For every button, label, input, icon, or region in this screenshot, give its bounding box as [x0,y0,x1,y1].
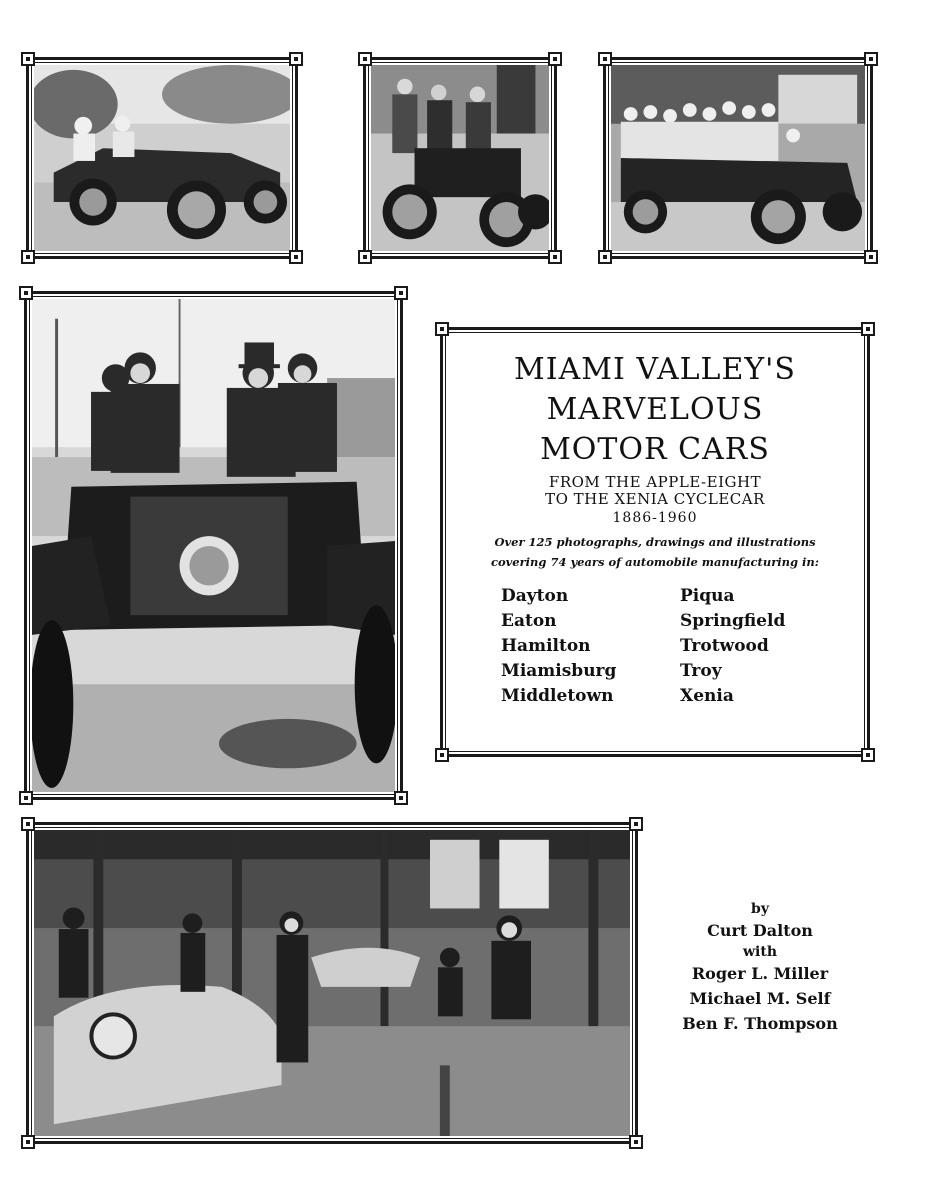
photo-frame-early-car-men [363,57,557,259]
subtitle [451,474,859,508]
title-line-1: MIAMI VALLEY'S [514,352,796,387]
city-item: Hamilton [501,636,591,656]
year-range: 1886-1960 [612,510,698,526]
coauthor-name: Michael M. Self [689,989,831,1008]
city-item: Piqua [680,586,735,606]
factory-photo [34,830,630,1136]
photo-frame-factory [26,822,638,1144]
city-item: Xenia [680,686,734,706]
city-column-left [501,584,680,709]
city-column-right [680,584,859,709]
early-car-men-photo [371,65,549,251]
title-line-2: MARVELOUS [546,392,764,427]
by-label: by [751,901,769,917]
photo-frame-touring-car [26,57,298,259]
book-title [451,350,859,470]
coauthor-name: Roger L. Miller [691,964,829,983]
description-line-1: Over 125 photographs, drawings and illustrations [494,535,816,549]
city-item: Dayton [501,586,569,606]
with-label: with [742,944,777,960]
coauthor-name: Ben F. Thompson [682,1014,838,1033]
city-item: Miamisburg [501,661,617,681]
subtitle-line-2: TO THE XENIA CYCLECAR [545,490,765,508]
city-item: Middletown [501,686,614,706]
author-credits [660,900,860,1036]
photo-frame-top-hat-car [24,291,403,800]
description-line-2: covering 74 years of automobile manufacturing in: [490,555,820,569]
subtitle-line-1: FROM THE APPLE-EIGHT [548,473,762,491]
city-item: Eaton [501,611,557,631]
author-name: Curt Dalton [707,921,813,940]
touring-car-photo [34,65,290,251]
city-list [451,584,859,709]
top-hat-car-photo [32,299,395,792]
city-item: Troy [680,661,722,681]
title-line-3: MOTOR CARS [540,432,770,467]
photo-frame-children-car [603,57,873,259]
children-car-photo [611,65,865,251]
description [459,532,851,572]
city-item: Springfield [680,611,786,631]
title-panel [440,327,870,757]
city-item: Trotwood [680,636,769,656]
